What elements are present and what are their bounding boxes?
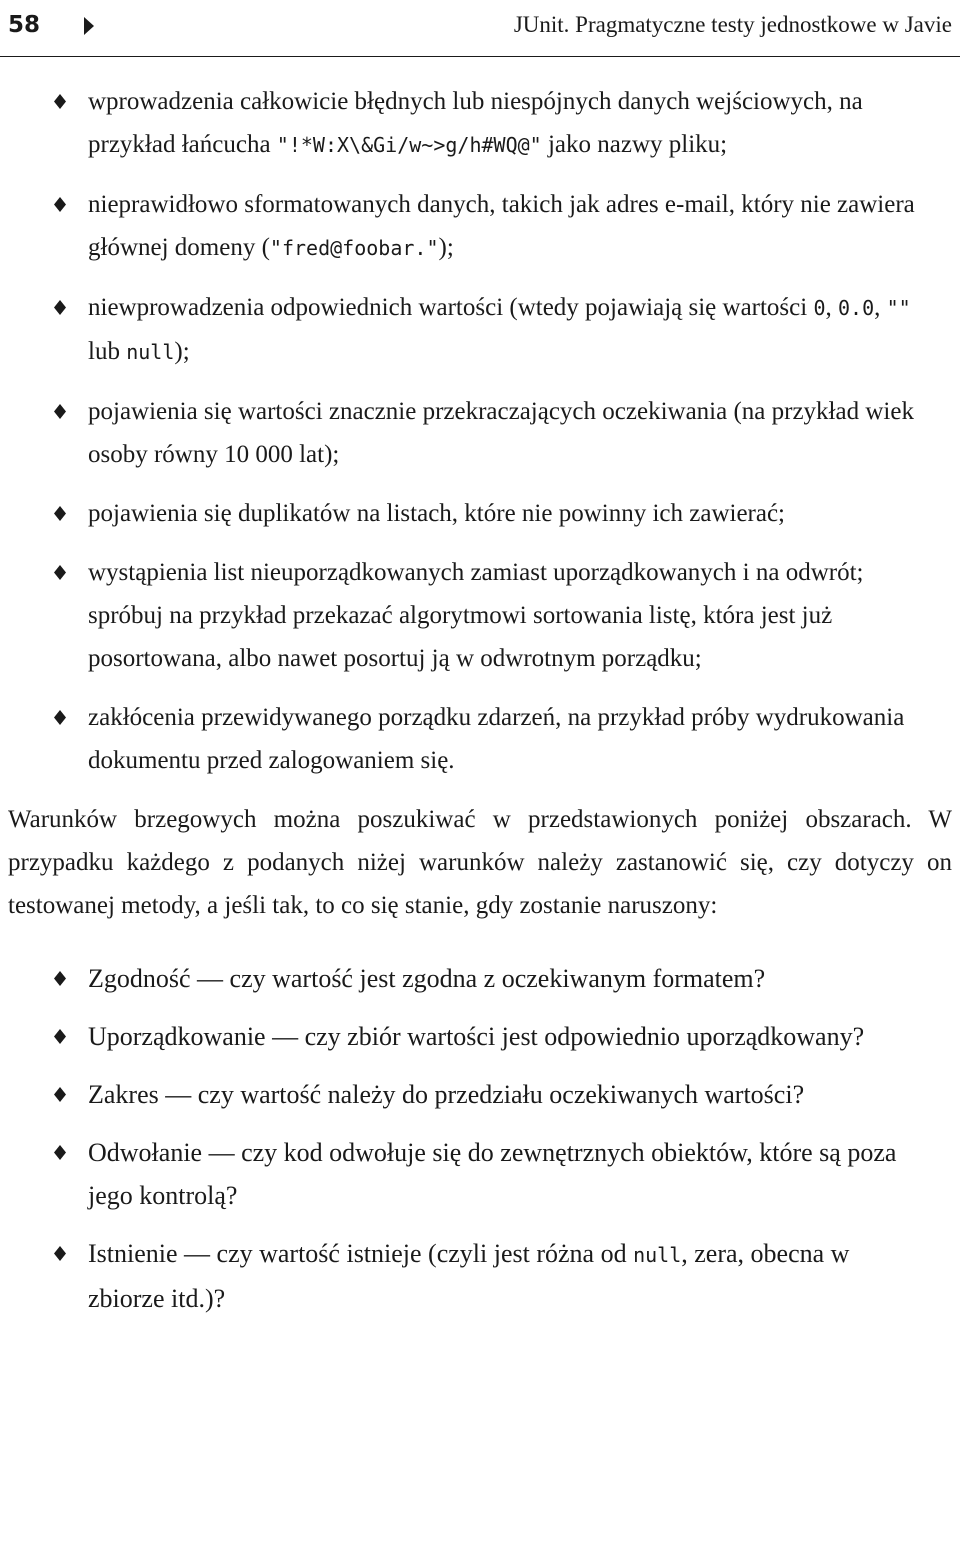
- boundary-conditions-list: [0, 957, 960, 1320]
- diamond-bullet-icon: [54, 1087, 66, 1102]
- diamond-bullet-icon: [54, 197, 66, 212]
- item-text: zakłócenia przewidywanego porządku zdarzeń, na przykład próby wydrukowania dokumentu przed zalogowaniem się.: [88, 704, 905, 774]
- item-text: wystąpienia list nieuporządkowanych zamiast uporządkowanych i na odwrót; spróbuj na przykład przekazać algorytmowi sortowania listę, która jest już posortowana, albo nawet posortuj ją w odwrotnym porządku;: [88, 559, 864, 672]
- item-text: lub: [88, 338, 127, 365]
- list-item: [0, 80, 960, 167]
- running-title: JUnit. Pragmatyczne testy jednostkowe w Javie: [513, 12, 952, 37]
- body-paragraph: Warunków brzegowych można poszukiwać w przedstawionych poniżej obszarach. W przypadku każdego z podanych niżej warunków należy zastanowić się, czy dotyczy on testowanej metody, a jeśli tak, to co się stanie, gdy zostanie naruszony:: [8, 806, 952, 919]
- item-text: jako nazwy pliku;: [541, 131, 728, 158]
- inline-code: "fred@foobar.": [269, 236, 439, 260]
- triangle-right-icon: [84, 17, 94, 35]
- diamond-bullet-icon: [54, 506, 66, 521]
- inline-code: 0: [813, 296, 826, 320]
- list-item: [0, 551, 960, 680]
- page-number: 58: [8, 12, 41, 38]
- diamond-bullet-icon: [54, 1029, 66, 1044]
- item-text: ,: [874, 294, 887, 321]
- diamond-bullet-icon: [54, 300, 66, 315]
- item-text: , zera, obecna w zbiorze itd.)?: [88, 1239, 850, 1313]
- diamond-bullet-icon: [54, 404, 66, 419]
- inline-code: 0.0: [838, 296, 875, 320]
- item-text: nieprawidłowo sformatowanych danych, takich jak adres e-mail, który nie zawiera głównej domeny (: [88, 191, 915, 261]
- inline-code: null: [633, 1243, 682, 1267]
- invalid-data-list: [0, 80, 960, 782]
- item-text: niewprowadzenia odpowiednich wartości (wtedy pojawiają się wartości: [88, 294, 814, 321]
- list-item: [0, 1015, 960, 1058]
- item-text: Istnienie — czy wartość istnieje (czyli jest różna od: [88, 1239, 634, 1268]
- item-text: );: [174, 338, 190, 365]
- item-text: wprowadzenia całkowicie błędnych lub niespójnych danych wejściowych, na przykład łańcucha: [88, 88, 863, 158]
- list-item: [0, 183, 960, 270]
- diamond-bullet-icon: [54, 971, 66, 986]
- page-content: [0, 80, 960, 1335]
- diamond-bullet-icon: [54, 710, 66, 725]
- item-text: pojawienia się wartości znacznie przekraczających oczekiwania (na przykład wiek osoby równy 10 000 lat);: [88, 398, 914, 468]
- list-item: [0, 696, 960, 782]
- list-item: [0, 286, 960, 374]
- inline-code: "!*W:X\&Gi/w~>g/h#WQ@": [276, 133, 542, 157]
- diamond-bullet-icon: [54, 565, 66, 580]
- list-item: [0, 957, 960, 1000]
- list-item: [0, 1232, 960, 1320]
- diamond-bullet-icon: [54, 1246, 66, 1261]
- item-text: Zgodność — czy wartość jest zgodna z oczekiwanym formatem?: [88, 964, 766, 993]
- inline-code: "": [886, 296, 911, 320]
- item-text: ,: [825, 294, 838, 321]
- item-text: pojawienia się duplikatów na listach, które nie powinny ich zawierać;: [88, 500, 785, 527]
- inline-code: null: [126, 340, 175, 364]
- diamond-bullet-icon: [54, 1145, 66, 1160]
- diamond-bullet-icon: [54, 94, 66, 109]
- list-item: [0, 492, 960, 535]
- item-text: Odwołanie — czy kod odwołuje się do zewnętrznych obiektów, które są poza jego kontrolą?: [88, 1138, 897, 1210]
- item-text: Zakres — czy wartość należy do przedziału oczekiwanych wartości?: [88, 1080, 805, 1109]
- page-header: [0, 0, 960, 57]
- list-item: [0, 1131, 960, 1217]
- item-text: );: [438, 234, 454, 261]
- item-text: Uporządkowanie — czy zbiór wartości jest odpowiednio uporządkowany?: [88, 1022, 865, 1051]
- list-item: [0, 390, 960, 476]
- list-item: [0, 1073, 960, 1116]
